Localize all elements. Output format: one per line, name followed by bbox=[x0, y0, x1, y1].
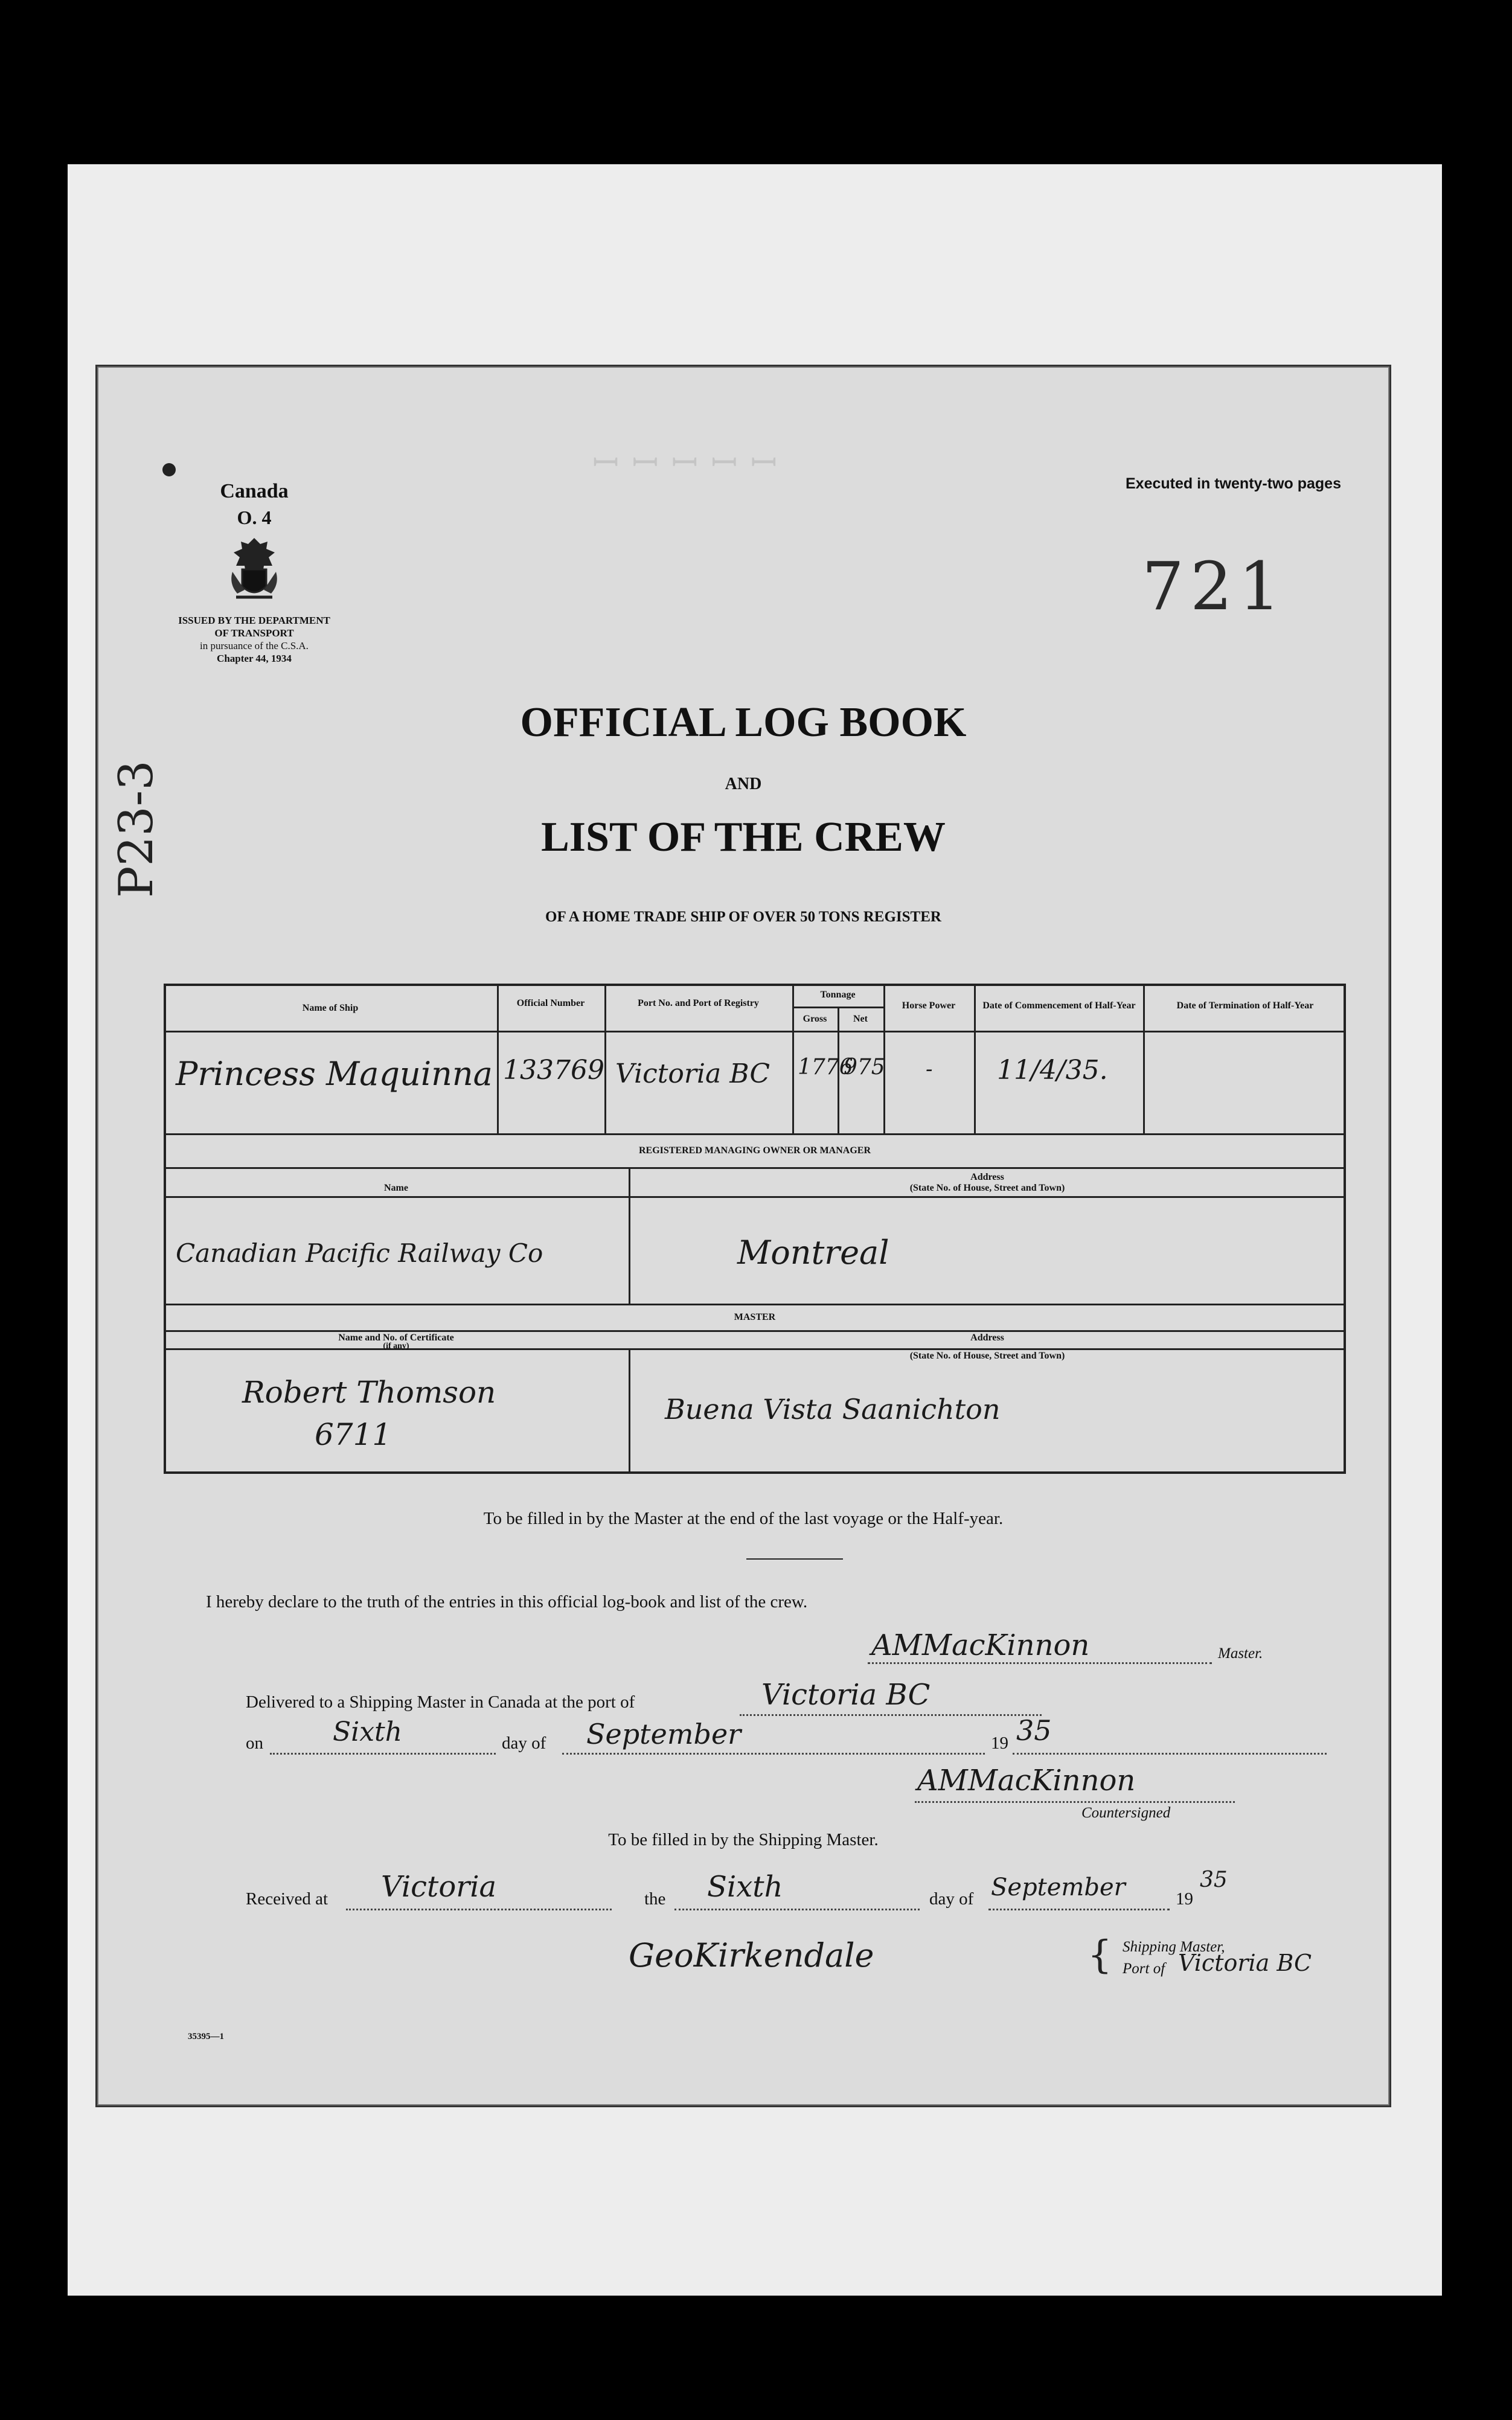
shipping-master-signature: GeoKirkendale bbox=[629, 1936, 874, 1974]
owner-address-value: Montreal bbox=[737, 1234, 889, 1272]
day-of-label: day of bbox=[502, 1733, 546, 1753]
log-book-cover bbox=[95, 365, 1391, 2107]
received-year-value: 35 bbox=[1200, 1868, 1228, 1892]
received-at-label: Received at bbox=[246, 1889, 328, 1909]
instruction-master: To be filled in by the Master at the end of the last voyage or the Half-year. bbox=[483, 1509, 1004, 1528]
value-net: 975 bbox=[844, 1055, 885, 1080]
owner-section-title: REGISTERED MANAGING OWNER OR MANAGER bbox=[638, 1145, 871, 1156]
punch-hole bbox=[162, 463, 176, 476]
value-date-commencement: 11/4/35. bbox=[997, 1055, 1108, 1086]
master-name-subheader: (if any) bbox=[383, 1342, 409, 1351]
title-and: AND bbox=[725, 775, 762, 793]
header-date-termination: Date of Termination of Half-Year bbox=[1176, 1000, 1314, 1011]
master-section-title: MASTER bbox=[734, 1312, 776, 1322]
issued-by-line: OF TRANSPORT bbox=[214, 627, 294, 639]
shipping-master-label: Shipping Master, bbox=[1123, 1939, 1225, 1955]
instruction-shipping-master: To be filled in by the Shipping Master. bbox=[608, 1830, 879, 1849]
the-label: the bbox=[644, 1889, 666, 1909]
received-month-value: September bbox=[991, 1874, 1126, 1901]
master-certificate-value: 6711 bbox=[315, 1417, 392, 1452]
port-of-label: Port of bbox=[1123, 1961, 1165, 1977]
issued-by-block bbox=[152, 614, 357, 665]
master-name-value: Robert Thomson bbox=[242, 1375, 496, 1410]
title-list-of-crew: LIST OF THE CREW bbox=[541, 814, 946, 860]
country-label: Canada bbox=[220, 480, 289, 502]
countersignature: AMMacKinnon bbox=[917, 1764, 1136, 1797]
delivered-port-value: Victoria BC bbox=[761, 1678, 931, 1712]
owner-address-subheader: (State No. of House, Street and Town) bbox=[909, 1183, 1065, 1193]
delivered-month-value: September bbox=[586, 1718, 742, 1750]
value-official-number: 133769 bbox=[503, 1055, 604, 1086]
year-prefix-2: 19 bbox=[1176, 1889, 1193, 1909]
issued-by-line: Chapter 44, 1934 bbox=[217, 653, 292, 664]
header-name-of-ship: Name of Ship bbox=[302, 1003, 359, 1013]
header-date-commencement: Date of Commencement of Half-Year bbox=[982, 1000, 1136, 1011]
page-number-stamp: 721 bbox=[1142, 548, 1287, 625]
owner-name-value: Canadian Pacific Railway Co bbox=[176, 1238, 543, 1268]
owner-name-header: Name bbox=[384, 1183, 408, 1193]
value-name-of-ship: Princess Maquinna bbox=[176, 1055, 493, 1093]
value-port: Victoria BC bbox=[615, 1058, 770, 1089]
brace-glyph: { bbox=[1088, 1933, 1112, 1977]
form-print-number: 35395—1 bbox=[188, 2032, 224, 2041]
master-signature: AMMacKinnon bbox=[871, 1628, 1090, 1662]
value-gross: 1776 bbox=[798, 1055, 853, 1080]
day-of-label-2: day of bbox=[929, 1889, 974, 1909]
master-address-value: Buena Vista Saanichton bbox=[665, 1393, 1001, 1426]
issued-by-line: in pursuance of the C.S.A. bbox=[200, 640, 309, 651]
owner-address-header: Address bbox=[970, 1172, 1004, 1182]
received-place-value: Victoria bbox=[381, 1870, 497, 1904]
issued-by-line: ISSUED BY THE DEPARTMENT bbox=[178, 615, 330, 626]
executed-pages-note: Executed in twenty-two pages bbox=[1125, 475, 1341, 492]
file-reference: P23-3 bbox=[109, 760, 164, 898]
header-port: Port No. and Port of Registry bbox=[638, 998, 759, 1008]
header-horse-power: Horse Power bbox=[902, 1000, 956, 1011]
header-official-number: Official Number bbox=[516, 998, 585, 1008]
master-address-subheader: (State No. of House, Street and Town) bbox=[909, 1351, 1065, 1361]
header-net: Net bbox=[853, 1014, 868, 1024]
header-tonnage: Tonnage bbox=[820, 990, 856, 1000]
master-name-header: Name and No. of Certificate bbox=[338, 1333, 454, 1343]
year-prefix: 19 bbox=[991, 1733, 1008, 1753]
on-label: on bbox=[246, 1733, 263, 1753]
declaration-statement: I hereby declare to the truth of the entries in this official log-book and list of the crew. bbox=[206, 1592, 808, 1612]
bleed-through-text: ꟷ ꟷ ꟷ ꟷ ꟷ bbox=[592, 445, 780, 481]
received-day-value: Sixth bbox=[707, 1870, 783, 1904]
value-horse-power: - bbox=[926, 1057, 933, 1081]
title-subtitle: OF A HOME TRADE SHIP OF OVER 50 TONS REGISTER bbox=[545, 909, 941, 925]
coat-of-arms-icon bbox=[224, 536, 284, 603]
master-address-header: Address bbox=[970, 1333, 1004, 1343]
form-code: O. 4 bbox=[237, 507, 272, 528]
delivered-year-value: 35 bbox=[1016, 1714, 1052, 1747]
delivered-label: Delivered to a Shipping Master in Canada at the port of bbox=[246, 1692, 635, 1712]
header-gross: Gross bbox=[802, 1014, 827, 1024]
delivered-day-value: Sixth bbox=[333, 1717, 403, 1747]
countersigned-label: Countersigned bbox=[1081, 1805, 1171, 1821]
title-official-log-book: OFFICIAL LOG BOOK bbox=[520, 699, 967, 746]
port-of-value: Victoria BC bbox=[1178, 1950, 1312, 1976]
master-label: Master. bbox=[1218, 1645, 1263, 1662]
